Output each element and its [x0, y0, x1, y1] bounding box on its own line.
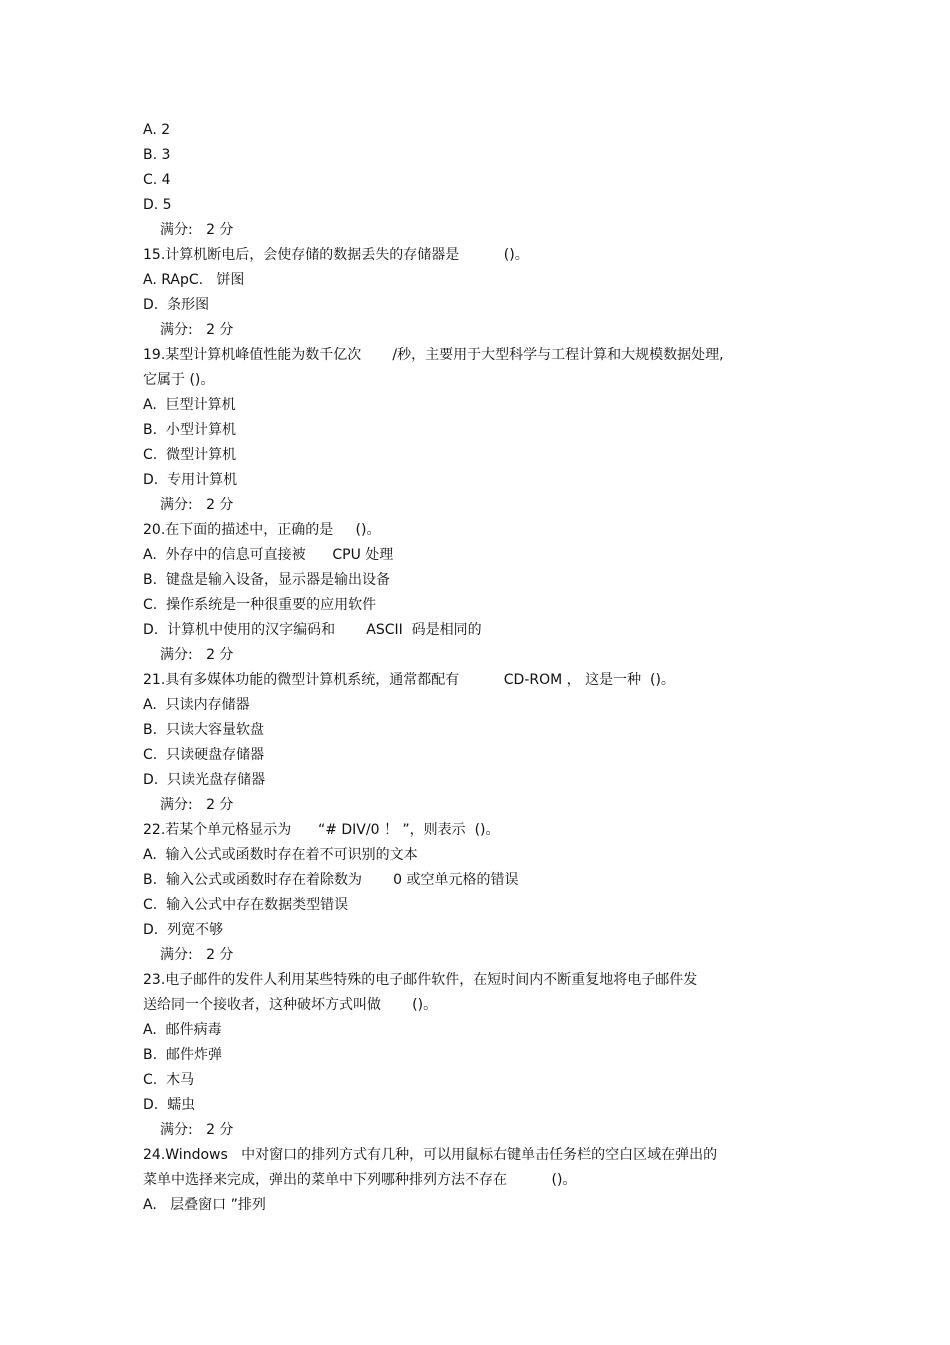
- score-line: 满分: 2 分: [160, 322, 234, 338]
- option-line: C. 木马: [143, 1072, 195, 1088]
- option-line: C. 操作系统是一种很重要的应用软件: [143, 597, 377, 613]
- option-line: D. 计算机中使用的汉字编码和 ASCII 码是相同的: [143, 622, 482, 638]
- score-line: 满分: 2 分: [160, 647, 234, 663]
- option-line: C. 输入公式中存在数据类型错误: [143, 897, 349, 913]
- option-line: A. 只读内存储器: [143, 697, 250, 713]
- question-line: 15.计算机断电后，会使存储的数据丢失的存储器是 ()。: [143, 247, 529, 263]
- question-line: 20.在下面的描述中，正确的是 ()。: [143, 522, 381, 538]
- question-line: 19.某型计算机峰值性能为数千亿次 /秒，主要用于大型科学与工程计算和大规模数据处理,: [143, 347, 724, 363]
- question-line: 21.具有多媒体功能的微型计算机系统，通常都配有 CD-ROM ， 这是一种 ()。: [143, 672, 675, 688]
- question-line: 菜单中选择来完成，弹出的菜单中下列哪种排列方法不存在 ()。: [143, 1172, 577, 1188]
- option-line: A. 外存中的信息可直接被 CPU 处理: [143, 547, 394, 563]
- option-line: C. 只读硬盘存储器: [143, 747, 265, 763]
- option-line: A. 输入公式或函数时存在着不可识别的文本: [143, 847, 418, 863]
- option-line: D. 专用计算机: [143, 472, 238, 488]
- score-line: 满分: 2 分: [160, 222, 234, 238]
- question-line: 它属于 ()。: [143, 372, 215, 388]
- option-line: A. 邮件病毒: [143, 1022, 222, 1038]
- option-line: B. 小型计算机: [143, 422, 236, 438]
- option-line: A. RApC. 饼图: [143, 272, 245, 288]
- score-line: 满分: 2 分: [160, 797, 234, 813]
- score-line: 满分: 2 分: [160, 947, 234, 963]
- option-line: B. 只读大容量软盘: [143, 722, 264, 738]
- option-line: A. 巨型计算机: [143, 397, 236, 413]
- option-line: D. 只读光盘存储器: [143, 772, 266, 788]
- score-line: 满分: 2 分: [160, 497, 234, 513]
- option-line: B. 键盘是输入设备，显示器是输出设备: [143, 572, 390, 588]
- option-line: A. 层叠窗口 ”排列: [143, 1197, 266, 1213]
- question-line: 24.Windows 中对窗口的排列方式有几种，可以用鼠标右键单击任务栏的空白区域在弹出的: [143, 1147, 718, 1163]
- question-line: 22.若某个单元格显示为 “# DIV/0 ！ ”，则表示 ()。: [143, 822, 500, 838]
- option-line: B. 输入公式或函数时存在着除数为 0 或空单元格的错误: [143, 872, 519, 888]
- option-line: D. 列宽不够: [143, 922, 224, 938]
- option-line: C. 微型计算机: [143, 447, 237, 463]
- option-line: B. 3: [143, 147, 171, 163]
- option-line: A. 2: [143, 122, 171, 138]
- question-line: 送给同一个接收者，这种破坏方式叫做 ()。: [143, 997, 438, 1013]
- option-line: D. 条形图: [143, 297, 210, 313]
- option-line: D. 蠕虫: [143, 1097, 196, 1113]
- option-line: C. 4: [143, 172, 171, 188]
- question-line: 23.电子邮件的发件人利用某些特殊的电子邮件软件，在短时间内不断重复地将电子邮件发: [143, 972, 698, 988]
- option-line: B. 邮件炸弹: [143, 1047, 222, 1063]
- document-page: [143, 118, 783, 1218]
- score-line: 满分: 2 分: [160, 1122, 234, 1138]
- option-line: D. 5: [143, 197, 172, 213]
